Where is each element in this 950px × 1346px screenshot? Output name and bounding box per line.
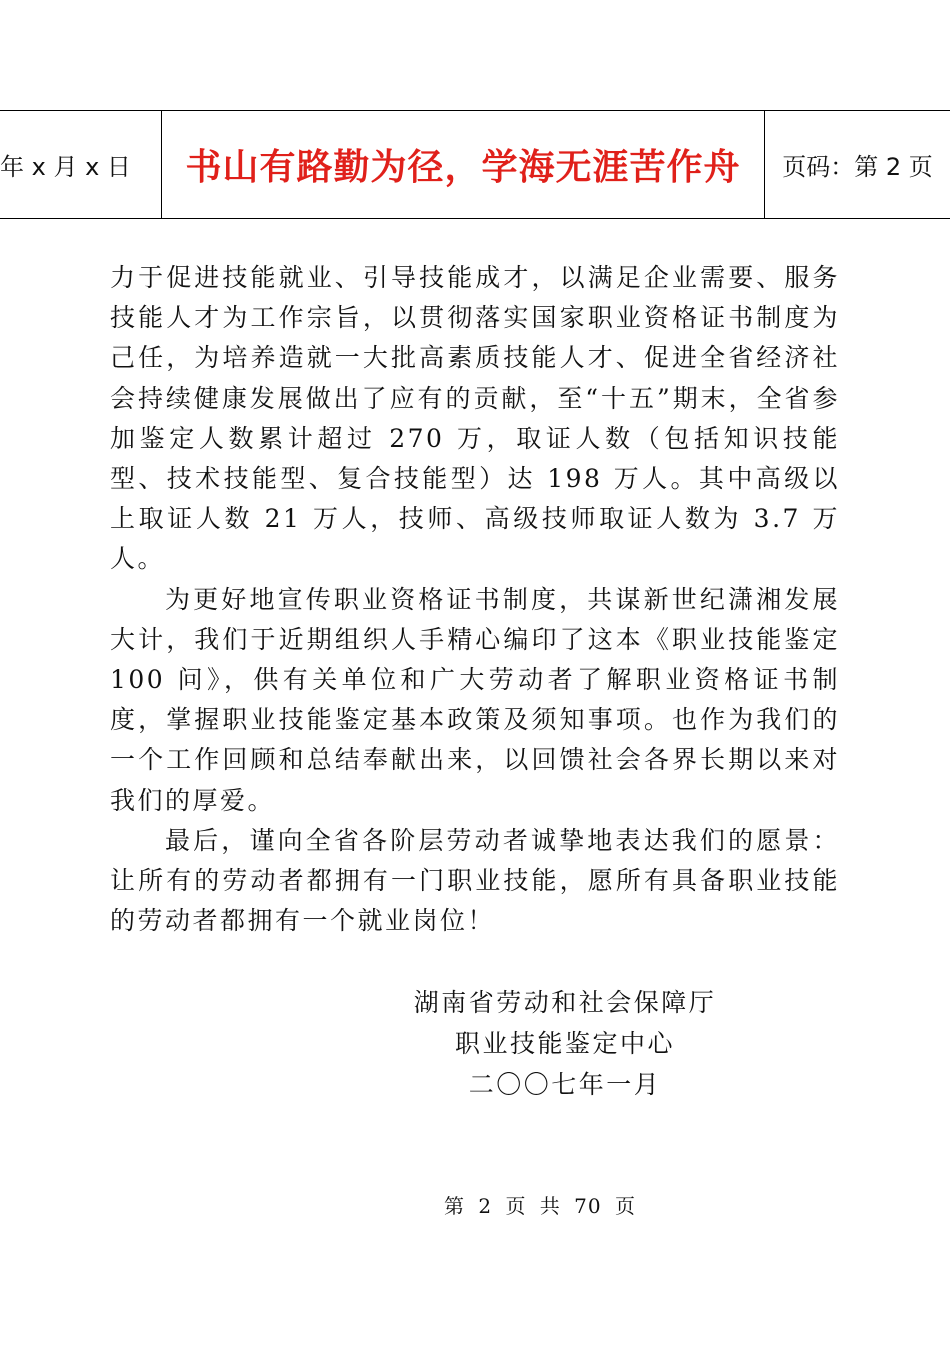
header-page-text: 页码：第 2 页 <box>782 153 933 181</box>
signature-org: 湖南省劳动和社会保障厅 <box>413 988 717 1017</box>
signature-block <box>370 982 760 1105</box>
signature-date: 二〇〇七年一月 <box>468 1070 662 1099</box>
body-paragraph-2: 为更好地宣传职业资格证书制度，共谋新世纪潇湘发展大计，我们于近期组织人手精心编印了这本《职业技能鉴定 100 问》，供有关单位和广大劳动者了解职业资格证书制度，掌握职业技能鉴定基本政策及须知事项。也作为我们的一个工作回顾和总结奉献出来，以回馈社会各界长期以来对我们的厚爱。 <box>110 584 840 815</box>
page-header <box>0 110 950 219</box>
signature-dept: 职业技能鉴定中心 <box>454 1029 675 1058</box>
header-motto-text: 书山有路勤为径，学海无涯苦作舟 <box>185 147 741 188</box>
document-body <box>110 258 840 941</box>
header-motto <box>162 111 765 218</box>
header-date <box>0 111 162 218</box>
header-date-text: 年 x 月 x 日 <box>0 153 131 181</box>
body-paragraph-1: 力于促进技能就业、引导技能成才，以满足企业需要、服务技能人才为工作宗旨，以贯彻落实国家职业资格证书制度为己任，为培养造就一大批高素质技能人才、促进全省经济社会持续健康发展做出了应有的贡献，至“十五”期末，全省参加鉴定人数累计超过 270 万，取证人数（包括知识技能型、技术技能型、复合技能型）达 198 万人。其中高级以上取证人数 21 万人，技师、高级技师取证人数为 3.7 万人。 <box>110 263 840 574</box>
body-paragraph-3: 最后，谨向全省各阶层劳动者诚挚地表达我们的愿景：让所有的劳动者都拥有一门职业技能，愿所有具备职业技能的劳动者都拥有一个就业岗位！ <box>110 825 840 936</box>
page-footer <box>0 1190 950 1219</box>
header-page-number <box>765 111 950 218</box>
footer-page-info: 第 2 页 共 70 页 <box>444 1194 636 1218</box>
